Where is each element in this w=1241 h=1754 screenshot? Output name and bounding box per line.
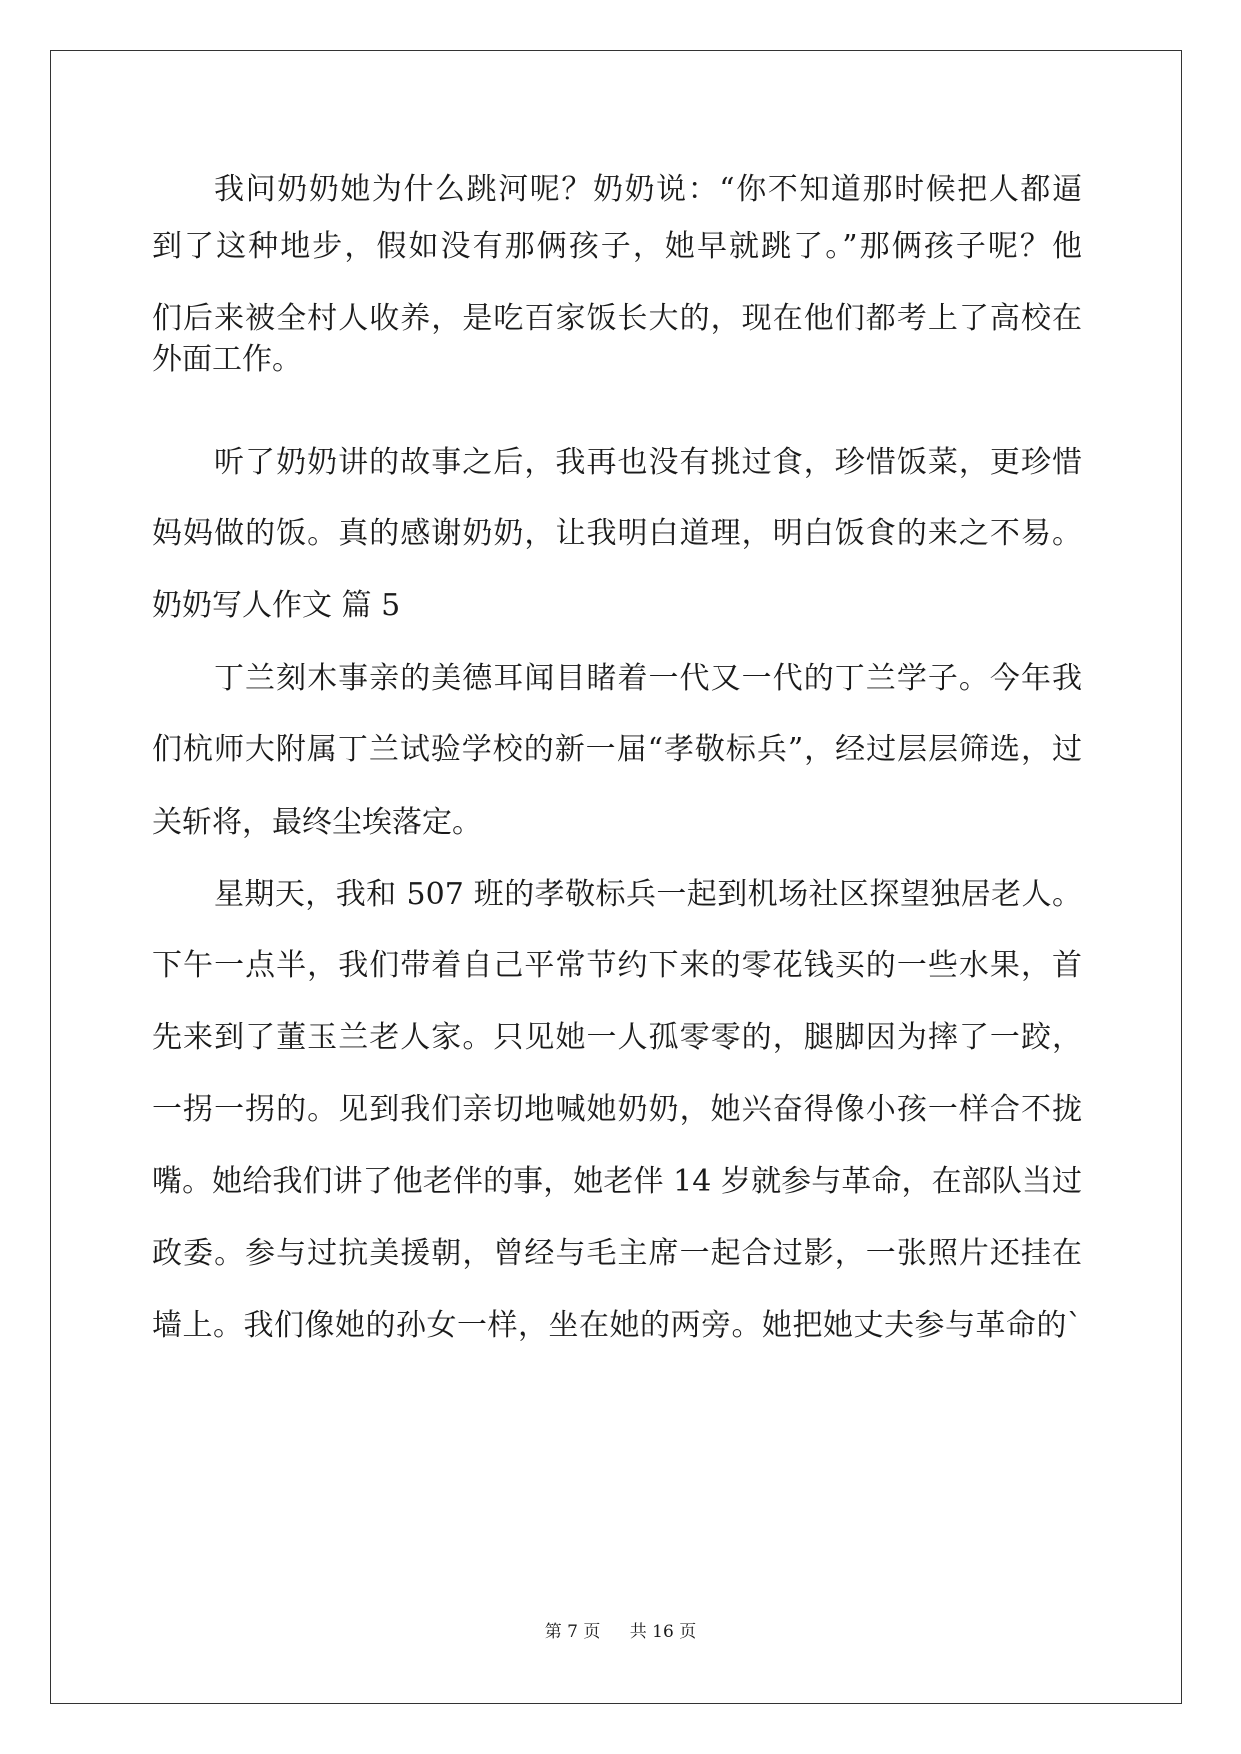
paragraph-line: 关斩将，最终尘埃落定。 — [152, 805, 482, 840]
paragraph-line: 听了奶奶讲的故事之后，我再也没有挑过食，珍惜饭菜，更珍惜 — [214, 445, 1082, 480]
section-heading: 奶奶写人作文 篇 5 — [152, 588, 401, 623]
paragraph-line: 到了这种地步，假如没有那俩孩子，她早就跳了。”那俩孩子呢？他 — [152, 229, 1082, 264]
paragraph-line: 妈妈做的饭。真的感谢奶奶，让我明白道理，明白饭食的来之不易。 — [152, 516, 1082, 551]
paragraph-line: 外面工作。 — [152, 342, 302, 377]
paragraph-line: 嘴。她给我们讲了他老伴的事，她老伴 14 岁就参与革命，在部队当过 — [152, 1164, 1082, 1199]
paragraph-line: 先来到了董玉兰老人家。只见她一人孤零零的，腿脚因为摔了一跤， — [152, 1020, 1082, 1055]
paragraph-line: 下午一点半，我们带着自己平常节约下来的零花钱买的一些水果，首 — [152, 948, 1082, 983]
page-footer — [0, 1620, 1241, 1644]
paragraph-line: 星期天，我和 507 班的孝敬标兵一起到机场社区探望独居老人。 — [214, 877, 1082, 912]
paragraph-line: 们杭师大附属丁兰试验学校的新一届“孝敬标兵”，经过层层筛选，过 — [152, 732, 1082, 767]
page-number: 第 7 页 — [544, 1622, 601, 1642]
paragraph-line: 一拐一拐的。见到我们亲切地喊她奶奶，她兴奋得像小孩一样合不拢 — [152, 1092, 1082, 1127]
paragraph-line: 丁兰刻木事亲的美德耳闻目睹着一代又一代的丁兰学子。今年我 — [214, 661, 1082, 696]
paragraph-line: 我问奶奶她为什么跳河呢？奶奶说：“你不知道那时候把人都逼 — [214, 172, 1082, 207]
paragraph-line: 们后来被全村人收养，是吃百家饭长大的，现在他们都考上了高校在 — [152, 301, 1082, 336]
paragraph-line: 墙上。我们像她的孙女一样，坐在她的两旁。她把她丈夫参与革命的` — [152, 1308, 1082, 1343]
paragraph-line: 政委。参与过抗美援朝，曾经与毛主席一起合过影，一张照片还挂在 — [152, 1236, 1082, 1271]
page-total: 共 16 页 — [629, 1622, 697, 1642]
